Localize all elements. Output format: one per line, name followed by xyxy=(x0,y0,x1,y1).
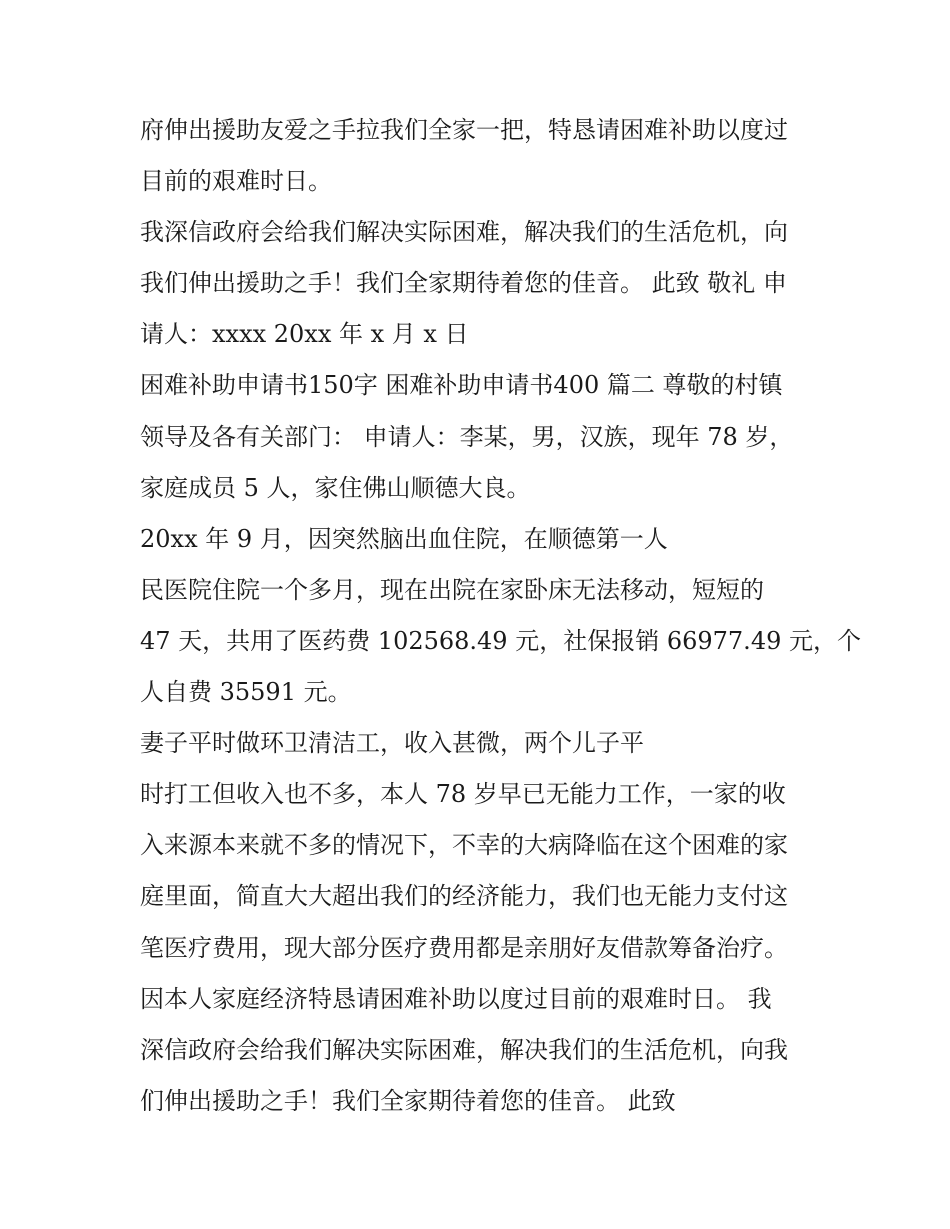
text-line: 府伸出援助友爱之手拉我们全家一把，特恳请困难补助以度过 xyxy=(140,116,788,144)
text-line: 们伸出援助之手！我们全家期待着您的佳音。 此致 xyxy=(140,1086,676,1115)
text-line: 深信政府会给我们解决实际困难，解决我们的生活危机，向我 xyxy=(140,1035,788,1064)
text-line: 人自费 35591 元。 xyxy=(140,678,352,707)
text-line: 领导及各有关部门： 申请人：李某，男，汉族，现年 78 岁， xyxy=(140,422,794,451)
text-line: 我们伸出援助之手！我们全家期待着您的佳音。 此致 敬礼 申 xyxy=(140,269,787,298)
text-line: 妻子平时做环卫清洁工，收入甚微，两个儿子平 xyxy=(140,729,644,758)
document-body xyxy=(140,105,861,1127)
text-line: 庭里面，简直大大超出我们的经济能力，我们也无能力支付这 xyxy=(140,882,788,911)
text-line: 入来源本来就不多的情况下，不幸的大病降临在这个困难的家 xyxy=(140,831,788,860)
text-line: 因本人家庭经济特恳请困难补助以度过目前的艰难时日。 我 xyxy=(140,984,772,1013)
text-line: 笔医疗费用，现大部分医疗费用都是亲朋好友借款筹备治疗。 xyxy=(140,933,788,962)
text-line: 20xx 年 9 月，因突然脑出血住院，在顺德第一人 xyxy=(140,524,668,553)
text-line: 47 天，共用了医药费 102568.49 元，社保报销 66977.49 元，个 xyxy=(140,626,861,655)
text-line: 请人：xxxx 20xx 年 x 月 x 日 xyxy=(140,320,469,349)
text-line: 困难补助申请书150字 困难补助申请书400 篇二 尊敬的村镇 xyxy=(140,371,783,400)
text-line: 家庭成员 5 人，家住佛山顺德大良。 xyxy=(140,473,531,502)
text-line: 时打工但收入也不多，本人 78 岁早已无能力工作，一家的收 xyxy=(140,780,786,809)
text-line: 民医院住院一个多月，现在出院在家卧床无法移动，短短的 xyxy=(140,575,764,604)
text-line: 我深信政府会给我们解决实际困难，解决我们的生活危机，向 xyxy=(140,218,788,247)
text-line: 目前的艰难时日。 xyxy=(140,167,332,196)
